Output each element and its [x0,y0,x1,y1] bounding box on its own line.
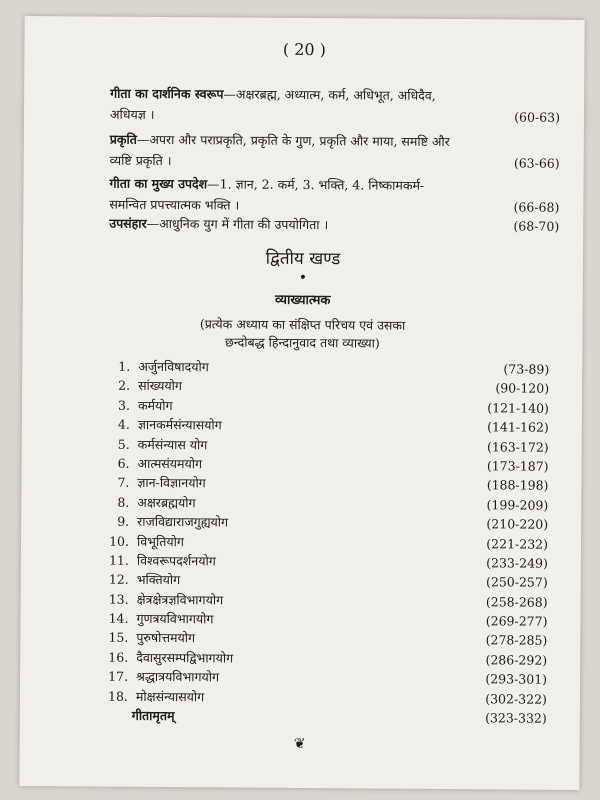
chapter-number: 8. [117,494,130,510]
chapter-title: ज्ञान-विज्ञानयोग [137,475,206,491]
chapter-page-range: (278-285) [485,632,548,649]
chapter-number: 6. [117,455,130,471]
toc-section [109,173,559,218]
chapter-page-range: (250-257) [485,574,548,591]
section-text: —आधुनिक युग में गीता की उपयोगिता । [146,215,329,233]
page-range: (66-68) [513,199,560,215]
page-number: ( 20 ) [282,39,327,60]
chapter-list [102,357,550,729]
chapter-title: क्षेत्रक्षेत्रज्ञविभागयोग [136,591,224,608]
chapter-number: 7. [117,475,130,491]
section-title: गीता का मुख्य उपदेश [109,175,208,192]
page-range: (68-70) [513,218,560,234]
chapter-page-range: (293-301) [485,671,548,687]
section-text: —1. ज्ञान, 2. कर्म, 3. भक्ति, 4. निष्कामकर्म- [207,176,425,193]
chapter-page-range: (221-232) [486,535,549,552]
chapter-number: 14. [108,610,129,626]
chapter-number: 15. [108,630,129,646]
chapter-page-range: (286-292) [485,652,548,668]
chapter-page-range: (199-209) [486,497,549,513]
chapter-page-range: (302-322) [485,690,547,707]
sub-heading: व्याख्यात्मक [275,292,331,309]
chapter-page-range: (188-198) [486,477,549,494]
chapter-page-range: (121-140) [487,400,550,416]
chapter-title: सांख्ययोग [138,378,182,394]
section-title: गीता का दार्शनिक स्वरूप [110,85,224,102]
book-page [19,16,584,790]
chapter-title: ज्ञानकर्मसंन्यासयोग [137,417,222,433]
toc-section [109,213,559,237]
section-text: —अपरा और पराप्रकृति, प्रकृति के गुण, प्रकृति और माया, समष्टि और [136,131,450,150]
page-range: (60-63) [514,109,561,125]
chapter-title: विभूतियोग [136,533,184,549]
chapter-number: 3. [117,397,131,413]
toc-section [110,129,560,174]
chapter-number: 17. [108,668,129,685]
chapter-page-range: (73-89) [503,361,550,377]
chapter-title: मोक्षसंन्यासयोग [135,688,205,704]
chapter-page-range: (210-220) [486,516,549,532]
chapter-title: आत्मसंयमयोग [137,455,203,472]
section-text-cont: समन्वित प्रपत्त्यात्मक भक्ति । [109,196,240,213]
part-heading: द्वितीय खण्ड [265,248,341,270]
chapter-number: 9. [117,513,130,529]
chapter-page-range: (141-162) [487,419,549,435]
chapter-page-range: (173-187) [486,458,549,474]
chapter-row [102,706,547,728]
chapter-page-range: (323-332) [485,710,547,726]
toc-section [110,83,560,128]
section-text: —अक्षरब्रह्म, अध्यात्म, कर्म, अधिभूत, अधिदैव, [223,86,436,103]
chapter-title: अक्षरब्रह्मयोग [137,494,196,510]
page-range: (63-66) [513,155,560,171]
chapter-page-range: (233-249) [486,555,548,571]
chapter-title: भक्तियोग [136,572,181,588]
chapter-title: श्रद्धात्रयविभागयोग [136,669,220,685]
chapter-title: कर्मसंन्यास योग [137,436,208,452]
chapter-number: 5. [117,436,130,452]
chapter-page-range: (269-277) [485,613,548,629]
chapter-page-range: (258-268) [485,593,548,610]
sub-heading-note [22,314,582,354]
chapter-number: 11. [108,552,129,568]
section-text-cont: व्यष्टि प्रकृति । [109,152,172,169]
chapter-title: कर्मयोग [137,397,173,413]
chapter-title: राजविद्याराजगुह्ययोग [137,513,229,530]
section-title: उपसंहार [109,215,147,231]
chapter-title: गुणत्रयविभागयोग [136,610,214,627]
chapter-number: 2. [118,378,131,394]
chapter-title: गीतामृतम् [131,707,175,724]
chapter-page-range: (163-172) [486,438,549,455]
chapter-title: पुरुषोत्तमयोग [136,630,196,646]
chapter-number: 13. [108,591,129,607]
chapter-number: 12. [108,571,129,588]
chapter-page-range: (90-120) [495,380,550,397]
ornament-icon: ❦ [293,735,306,753]
chapter-title: विश्वरूपदर्शनयोग [136,552,216,569]
note-line-1: (प्रत्येक अध्याय का संक्षिप्त परिचय एवं उसका [199,316,406,333]
chapter-number: 18. [108,688,129,704]
section-title: प्रकृति [109,131,137,147]
chapter-title: दैवासुरसम्पद्विभागयोग [136,649,234,666]
section-text-cont: अधियज्ञ । [109,106,155,122]
chapter-number: 16. [108,649,129,665]
chapter-number: 1. [118,358,131,374]
bullet-ornament: • [298,269,308,287]
chapter-number: 4. [117,416,130,432]
note-line-2: छन्दोबद्ध हिन्दानुवाद तथा व्याख्या) [225,334,380,351]
chapter-number: 10. [109,533,130,549]
chapter-title: अर्जुनविषादयोग [138,358,209,375]
